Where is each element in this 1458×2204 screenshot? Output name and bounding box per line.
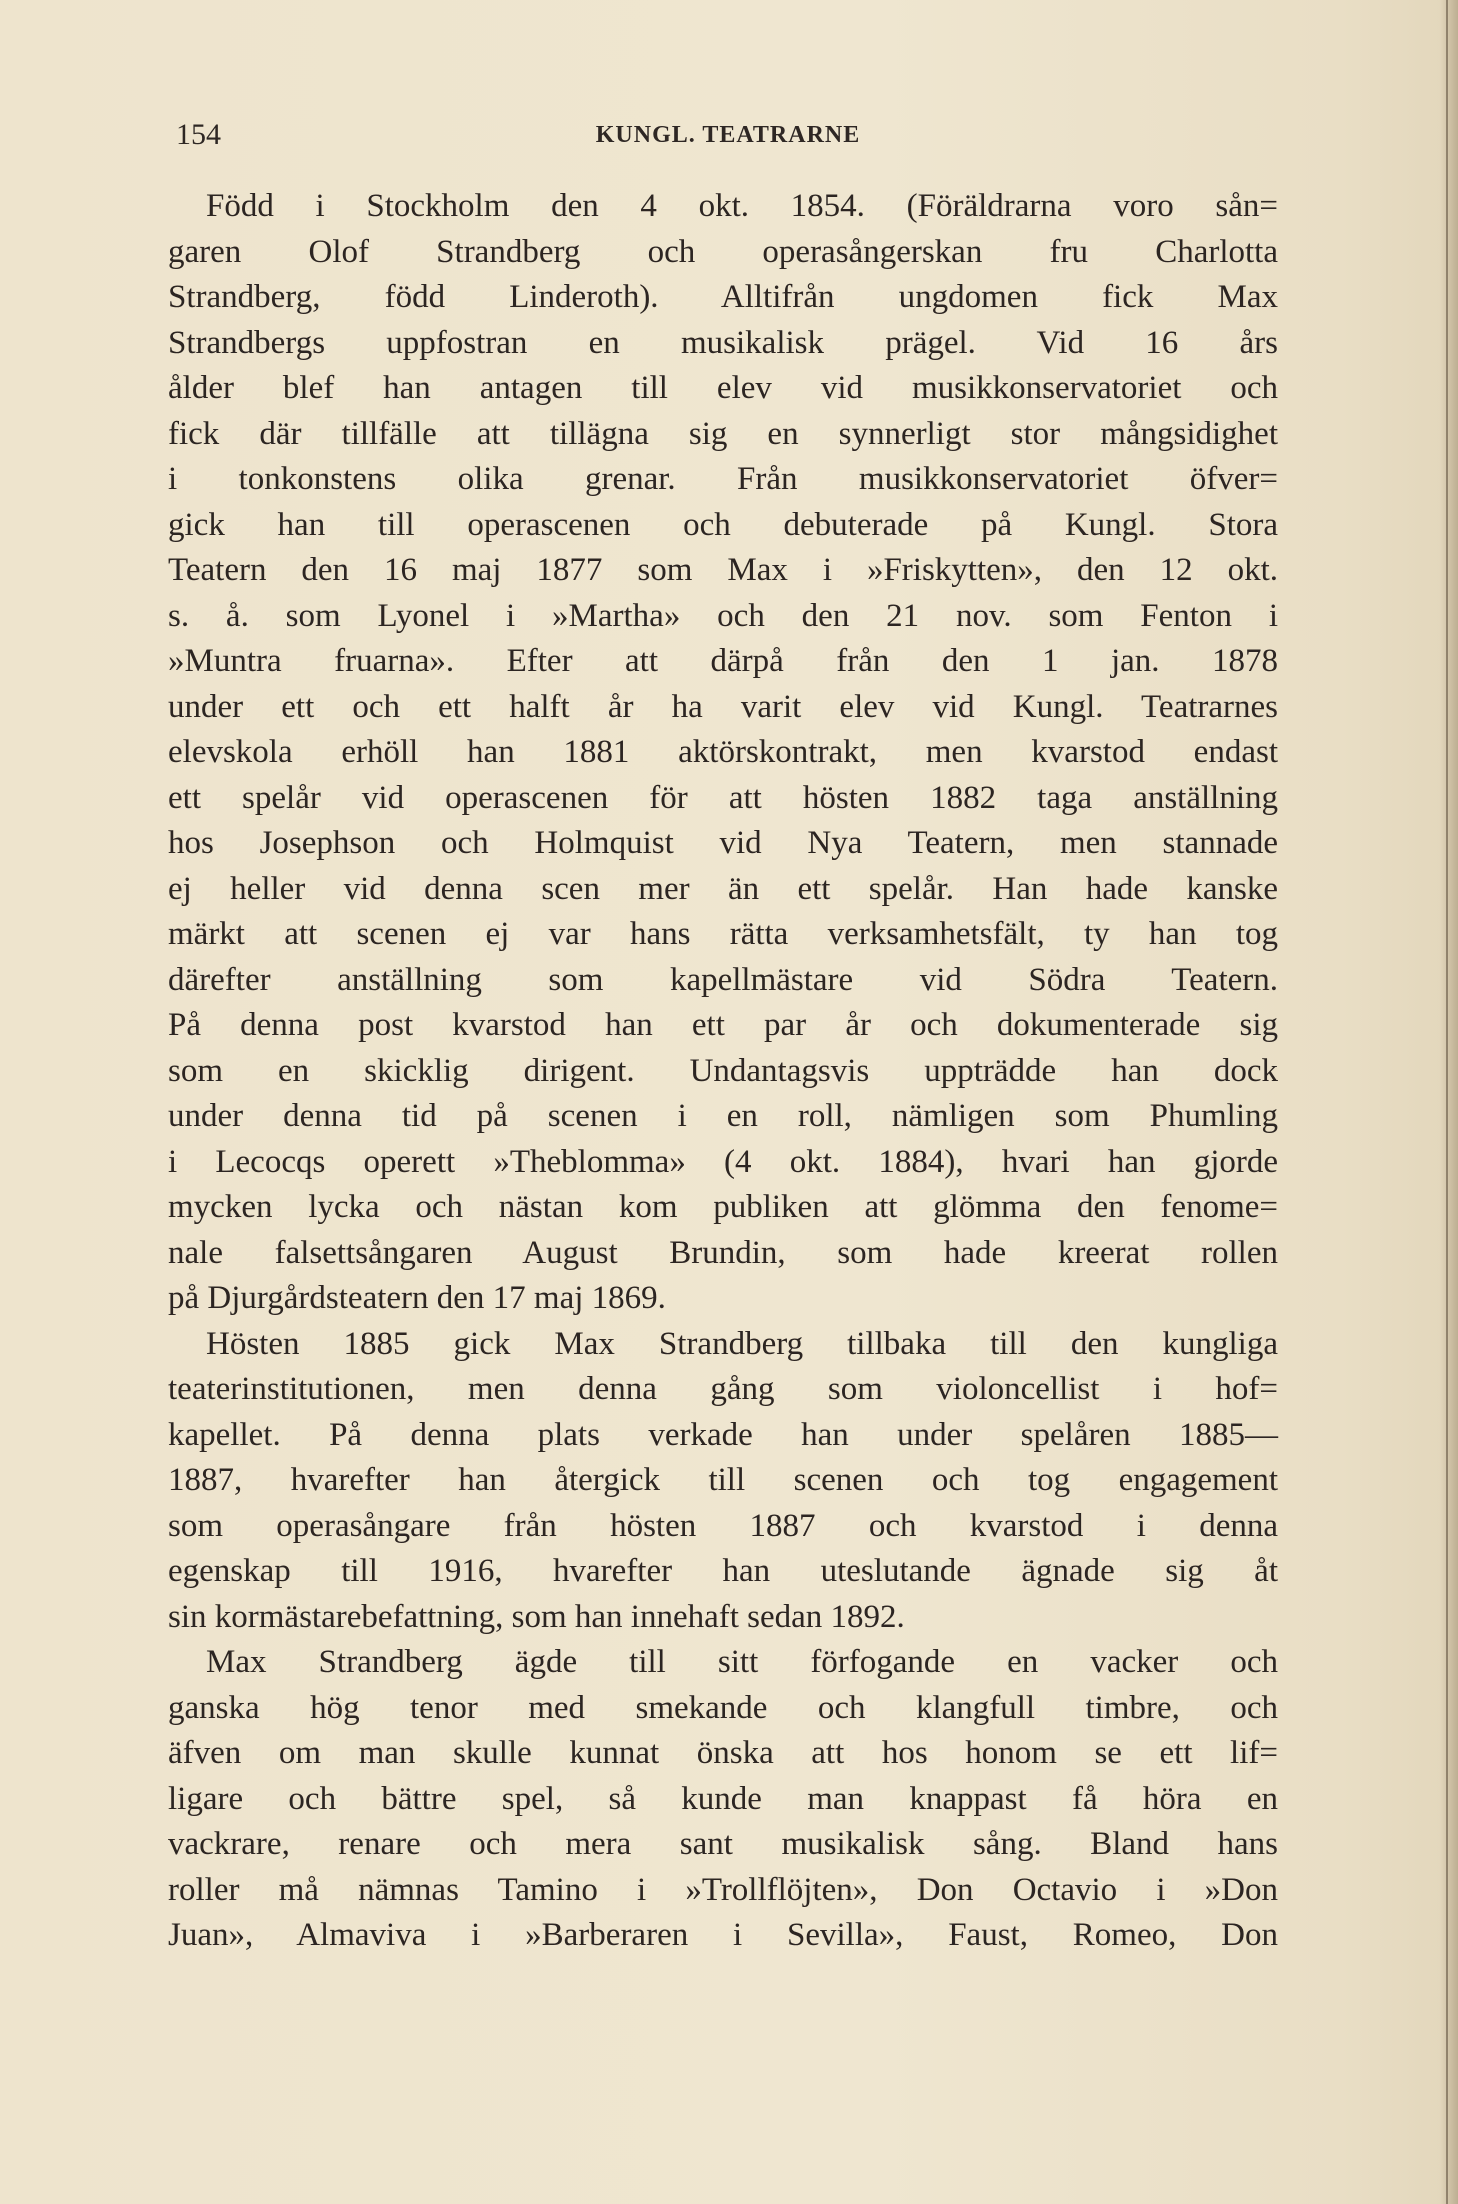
- text-line: s. å. som Lyonel i »Martha» och den 21 nov. som Fenton i: [168, 597, 1278, 634]
- text-line: märkt att scenen ej var hans rätta verksamhetsfält, ty han tog: [168, 916, 1278, 952]
- page-header: [176, 118, 1280, 158]
- text-line: kapellet. På denna plats verkade han under spelåren 1885—: [168, 1416, 1278, 1453]
- text-line: egenskap till 1916, hvarefter han uteslutande ägnade sig åt: [168, 1553, 1278, 1589]
- text-line: nale falsettsångaren August Brundin, som hade kreerat rollen: [168, 1234, 1278, 1271]
- paragraph: [168, 184, 1278, 1322]
- text-line: Juan», Almaviva i »Barberaren i Sevilla», Faust, Romeo, Don: [168, 1917, 1278, 1953]
- running-head: KUNGL. TEATRARNE: [595, 122, 861, 148]
- text-line: som operasångare från hösten 1887 och kvarstod i denna: [168, 1507, 1278, 1544]
- text-line: därefter anställning som kapellmästare vid Södra Teatern.: [168, 961, 1278, 998]
- text-line: Strandberg, född Linderoth). Alltifrån ungdomen fick Max: [168, 279, 1278, 315]
- text-line: Max Strandberg ägde till sitt förfogande en vacker och: [206, 1644, 1278, 1680]
- page-edge-shadow: [1440, 0, 1458, 2204]
- text-line: 1887, hvarefter han återgick till scenen och tog engagement: [168, 1462, 1278, 1498]
- text-line: elevskola erhöll han 1881 aktörskontrakt, men kvarstod endast: [168, 734, 1278, 770]
- text-line: teaterinstitutionen, men denna gång som violoncellist i hof=: [168, 1371, 1278, 1407]
- text-line: fick där tillfälle att tillägna sig en synnerligt stor mångsidighet: [168, 415, 1278, 452]
- text-line: På denna post kvarstod han ett par år och dokumenterade sig: [168, 1007, 1278, 1043]
- text-line: under denna tid på scenen i en roll, nämligen som Phumling: [168, 1098, 1278, 1134]
- text-line: under ett och ett halft år ha varit elev vid Kungl. Teatrarnes: [168, 688, 1278, 725]
- text-line: garen Olof Strandberg och operasångerskan fru Charlotta: [168, 233, 1278, 270]
- text-line: roller må nämnas Tamino i »Trollflöjten», Don Octavio i »Don: [168, 1871, 1278, 1908]
- text-line: hos Josephson och Holmquist vid Nya Teatern, men stannade: [168, 825, 1278, 861]
- text-line: gick han till operascenen och debuterade på Kungl. Stora: [168, 506, 1278, 543]
- paragraph: [168, 1640, 1278, 1959]
- text-line: ett spelår vid operascenen för att hösten 1882 taga anställning: [168, 779, 1278, 816]
- text-line: Teatern den 16 maj 1877 som Max i »Friskytten», den 12 okt.: [168, 552, 1278, 588]
- text-line: på Djurgårdsteatern den 17 maj 1869.: [168, 1280, 666, 1316]
- text-line: »Muntra fruarna». Efter att därpå från den 1 jan. 1878: [168, 643, 1278, 679]
- page-edge-line: [1446, 0, 1448, 2204]
- text-line: Hösten 1885 gick Max Strandberg tillbaka till den kungliga: [206, 1325, 1278, 1362]
- text-line: Strandbergs uppfostran en musikalisk prägel. Vid 16 års: [168, 324, 1278, 361]
- text-line: ligare och bättre spel, så kunde man knappast få höra en: [168, 1780, 1278, 1817]
- text-line: ej heller vid denna scen mer än ett spelår. Han hade kanske: [168, 870, 1278, 907]
- text-line: i Lecocqs operett »Theblomma» (4 okt. 1884), hvari han gjorde: [168, 1143, 1278, 1180]
- text-line: ganska hög tenor med smekande och klangfull timbre, och: [168, 1689, 1278, 1726]
- text-line: äfven om man skulle kunnat önska att hos honom se ett lif=: [168, 1735, 1278, 1771]
- page-number: 154: [176, 118, 221, 151]
- text-line: som en skicklig dirigent. Undantagsvis uppträdde han dock: [168, 1052, 1278, 1089]
- body-text: [168, 184, 1278, 1959]
- text-line: vackrare, renare och mera sant musikalisk sång. Bland hans: [168, 1826, 1278, 1862]
- text-line: mycken lycka och nästan kom publiken att glömma den fenome=: [168, 1189, 1278, 1225]
- text-line: sin kormästarebefattning, som han innehaft sedan 1892.: [168, 1598, 905, 1635]
- text-line: Född i Stockholm den 4 okt. 1854. (Föräldrarna voro sån=: [206, 188, 1278, 224]
- paragraph: [168, 1322, 1278, 1641]
- text-line: i tonkonstens olika grenar. Från musikkonservatoriet öfver=: [168, 461, 1278, 497]
- text-line: ålder blef han antagen till elev vid musikkonservatoriet och: [168, 370, 1278, 406]
